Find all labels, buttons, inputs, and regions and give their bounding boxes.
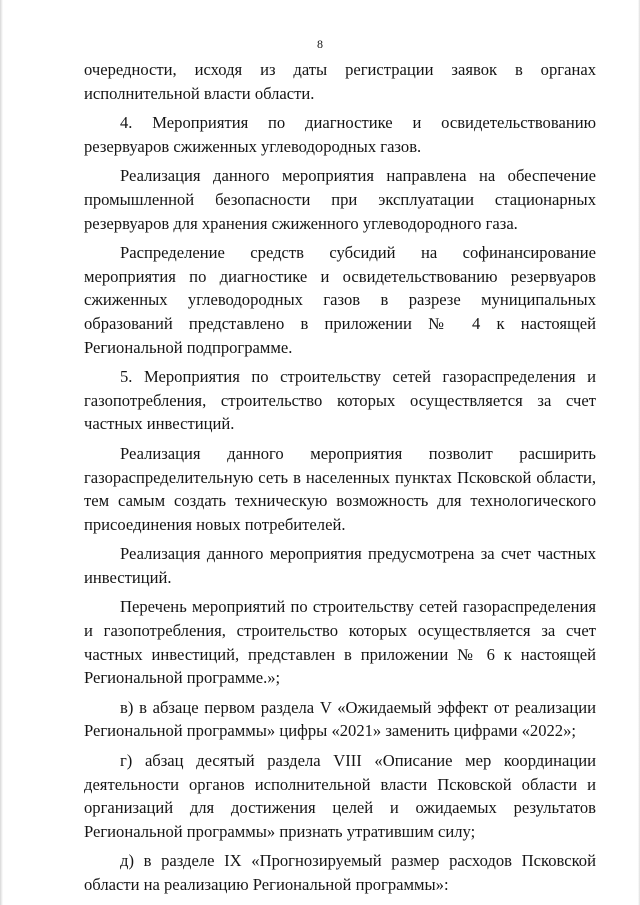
paragraph-continuation: очередности, исходя из даты регистрации заявок в органах исполнительной власти области. [84,60,596,103]
paragraph-item-d: д) в разделе IX «Прогнозируемый размер расходов Псковской области на реализацию Региональной программы»: [84,851,596,894]
paragraph: Реализация данного мероприятия направлена на обеспечение промышленной безопасности при эксплуатации стационарных резервуаров для хранения сжиженного углеводородного газа. [84,166,596,233]
paragraph-item-g: г) абзац десятый раздела VIII «Описание мер координации деятельности органов исполнительной власти Псковской области и организаций для достижения целей и ожидаемых результатов Региональной программы» признать утратившим силу; [84,751,596,841]
paragraph: Реализация данного мероприятия предусмотрена за счет частных инвестиций. [84,544,596,587]
document-body [84,58,596,903]
paragraph: Распределение средств субсидий на софинансирование мероприятия по диагностике и освидетельствованию резервуаров сжиженных углеводородных газов в разрезе муниципальных образований представлено в приложении № 4 к настоящей Региональной подпрограмме. [84,243,596,357]
paragraph: Перечень мероприятий по строительству сетей газораспределения и газопотребления, строительство которых осуществляется за счет частных инвестиций, представлен в приложении № 6 к настоящей Региональной программе.»; [84,597,596,688]
scan-edge-left [0,0,3,905]
paragraph-item-4-heading: 4. Мероприятия по диагностике и освидетельствованию резервуаров сжиженных углеводородных газов. [84,113,596,156]
paragraph-item-5-heading: 5. Мероприятия по строительству сетей газораспределения и газопотребления, строительство которых осуществляется за счет частных инвестиций. [84,367,596,434]
page-number: 8 [317,37,323,51]
paragraph: Реализация данного мероприятия позволит расширить газораспределительную сеть в населенных пунктах Псковской области, тем самым создать техническую возможность для технологического присоединения новых потребителей. [84,443,596,534]
paragraph-item-v: в) в абзаце первом раздела V «Ожидаемый эффект от реализации Региональной программы» цифры «2021» заменить цифрами «2022»; [84,697,596,741]
